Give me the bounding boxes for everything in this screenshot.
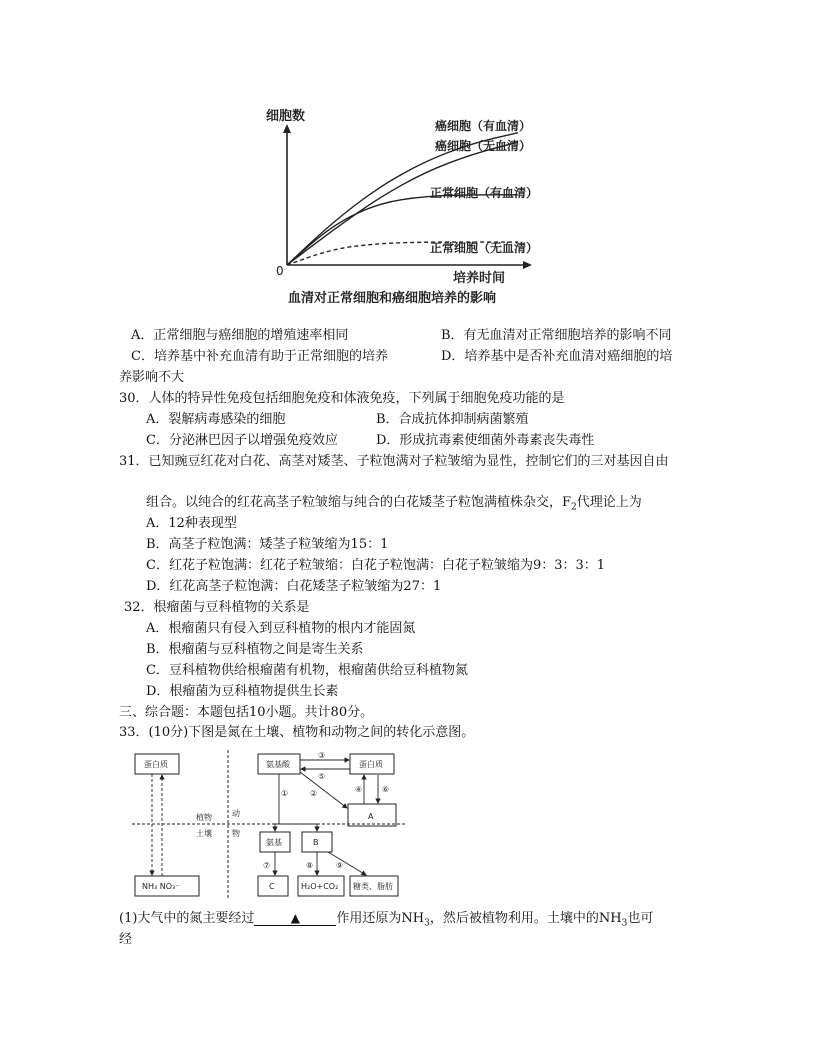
q32-option-a: A．根瘤菌只有侵入到豆科植物的根内才能固氮: [146, 621, 416, 636]
series-label-2: 癌细胞（无血清）: [435, 139, 532, 153]
protein-right-label: 蛋白质: [359, 760, 383, 769]
step-4: ④: [355, 785, 363, 794]
origin-label: 0: [276, 264, 284, 278]
q31-option-a: A．12种表现型: [146, 516, 237, 531]
ammonia-label: 氨基: [266, 838, 282, 847]
q31-stem-line2: 组合。以纯合的红花高茎子粒皱缩与纯合的白花矮茎子粒饱满植株杂交，$F_2$代理论上为: [146, 495, 642, 513]
q32-stem: 32．根瘤菌与豆科植物的关系是: [124, 600, 310, 615]
step-3: ③: [318, 751, 326, 760]
q33-sub1-line1: (1)大气中的氮主要经过 ▲ 作用还原为$NH_3$，然后被植物利用。土壤中的$NH_3$也可: [119, 911, 654, 929]
q29-option-d-line1: D．培养基中是否补充血清对癌细胞的培: [441, 349, 673, 364]
q31-option-c: C．红花子粒饱满：红花子粒皱缩：白花子粒饱满：白花子粒皱缩为9：3：3：1: [146, 558, 606, 573]
q30-option-c: C．分泌淋巴因子以增强免疫效应: [146, 433, 338, 448]
box-b-label: B: [313, 838, 319, 847]
q32-option-d: D．根瘤菌为豆科植物提供生长素: [146, 684, 339, 699]
q32-option-c: C．豆科植物供给根瘤菌有机物，根瘤菌供给豆科植物氮: [146, 663, 468, 678]
amino-acid-label: 氨基酸: [266, 760, 290, 769]
q33-stem: 33．(10分)下图是氮在土壤、植物和动物之间的转化示意图。: [119, 725, 475, 740]
q29-option-a: A．正常细胞与癌细胞的增殖速率相同: [131, 328, 349, 343]
q29-option-c: C．培养基中补充血清有助于正常细胞的培养: [131, 349, 388, 364]
step-1: ①: [281, 789, 289, 798]
q29-option-b: B．有无血清对正常细胞培养的影响不同: [441, 328, 672, 343]
q31-option-d: D．红花高茎子粒饱满：白花矮茎子粒皱缩为27：1: [146, 579, 442, 594]
series-label-3: 正常细胞（有血清）: [430, 186, 539, 200]
q30-stem: 30．人体的特异性免疫包括细胞免疫和体液免疫，下列属于细胞免疫功能的是: [119, 391, 565, 406]
step-6: ⑥: [382, 785, 390, 794]
step-9: ⑨: [336, 861, 344, 870]
q30-option-b: B．合成抗体抑制病菌繁殖: [376, 412, 529, 427]
y-axis-arrow: [283, 124, 291, 133]
series-label-1: 癌细胞（有血清）: [435, 119, 532, 133]
q30-option-a: A．裂解病毒感染的细胞: [146, 412, 286, 427]
series-label-layer: [430, 118, 538, 255]
animal-label-1: 动: [232, 809, 240, 818]
step-2: ②: [310, 789, 318, 798]
h2o-co2-label: H₂O+CO₂: [301, 882, 339, 891]
q33-sub1-answer-blank[interactable]: ▲: [254, 911, 336, 926]
sugar-fat-label: 糖类、脂肪: [353, 882, 393, 891]
box-a-label: A: [368, 812, 374, 821]
chart-title: 血清对正常细胞和癌细胞培养的影响: [288, 291, 497, 306]
y-axis-label: 细胞数: [266, 109, 306, 124]
serum-cell-growth-chart: [260, 100, 560, 312]
nh3-no3-label: NH₃ NO₃⁻: [142, 882, 180, 891]
soil-label: 土壤: [196, 829, 212, 838]
q29-option-d-line2: 养影响不大: [119, 370, 185, 385]
plant-label: 植物: [196, 813, 212, 822]
protein-left-label: 蛋白质: [144, 760, 168, 769]
arrow-9: [328, 852, 366, 875]
series-label-4: 正常细胞（无血清）: [430, 241, 539, 255]
step-5: ⑤: [318, 772, 326, 781]
q31-stem-line1: 31．已知豌豆红花对白花、高茎对矮茎、子粒饱满对子粒皱缩为显性，控制它们的三对基因自由: [119, 454, 669, 469]
step-7: ⑦: [263, 861, 271, 870]
q30-option-d: D．形成抗毒素使细菌外毒素丧失毒性: [376, 433, 595, 448]
section-3-heading: 三、综合题：本题包括10小题。共计80分。: [119, 705, 374, 720]
x-axis-arrow: [523, 261, 532, 269]
nitrogen-cycle-diagram: [130, 748, 408, 902]
step-8: ⑧: [306, 861, 314, 870]
box-c-label: C: [269, 882, 275, 891]
x-axis-label: 培养时间: [453, 271, 506, 286]
animal-label-2: 物: [232, 829, 240, 838]
q31-option-b: B．高茎子粒饱满：矮茎子粒皱缩为15：1: [146, 537, 389, 552]
q33-sub1-line2: 经: [119, 932, 133, 947]
q32-option-b: B．根瘤菌与豆科植物之间是寄生关系: [146, 642, 364, 657]
